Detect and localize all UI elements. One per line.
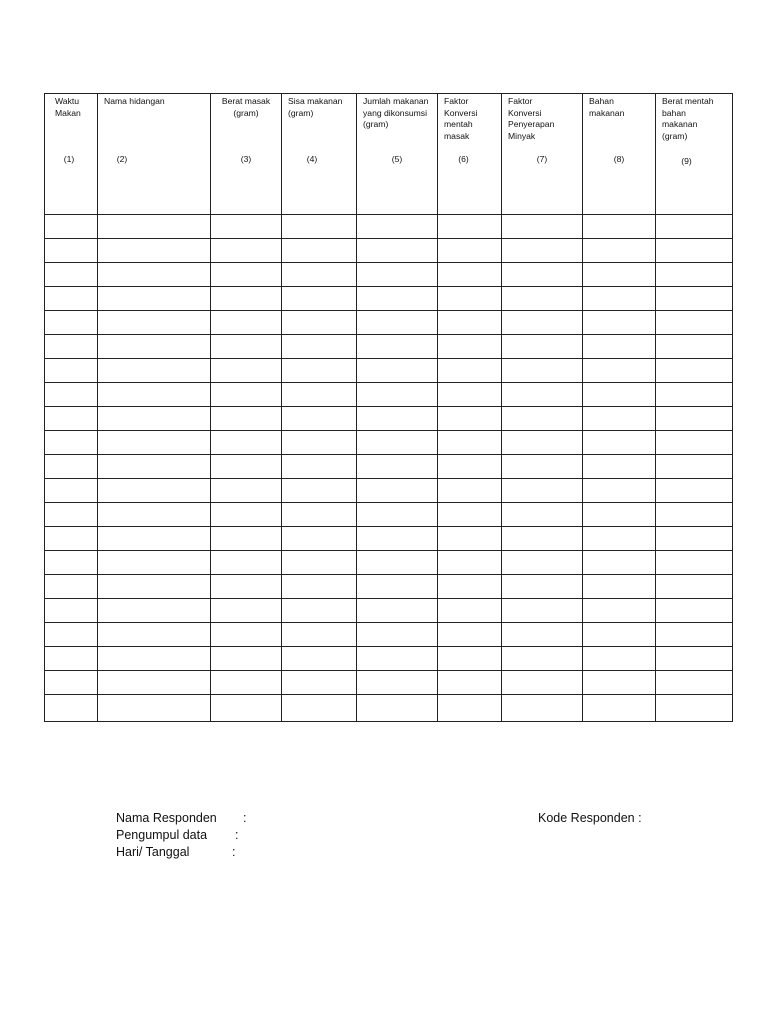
- table-cell[interactable]: [282, 335, 357, 359]
- table-cell[interactable]: [583, 335, 656, 359]
- table-cell[interactable]: [282, 383, 357, 407]
- table-cell[interactable]: [282, 671, 357, 695]
- table-cell[interactable]: [583, 455, 656, 479]
- table-cell[interactable]: [583, 287, 656, 311]
- table-cell[interactable]: [98, 575, 211, 599]
- table-cell[interactable]: [357, 695, 438, 722]
- table-cell[interactable]: [211, 239, 282, 263]
- header-faktor-konversi-minyak: [502, 94, 583, 215]
- table-cell[interactable]: [282, 263, 357, 287]
- header-number: (9): [681, 156, 692, 166]
- table-cell[interactable]: [211, 407, 282, 431]
- table-cell[interactable]: [98, 671, 211, 695]
- table-cell[interactable]: [45, 431, 98, 455]
- table-cell[interactable]: [98, 263, 211, 287]
- table-cell[interactable]: [656, 503, 733, 527]
- table-cell[interactable]: [656, 215, 733, 239]
- table-cell[interactable]: [656, 335, 733, 359]
- table-cell[interactable]: [583, 599, 656, 623]
- table-cell[interactable]: [282, 407, 357, 431]
- table-cell[interactable]: [98, 359, 211, 383]
- header-number: (7): [536, 154, 548, 164]
- table-cell[interactable]: [656, 455, 733, 479]
- table-cell[interactable]: [583, 551, 656, 575]
- table-row: [45, 263, 733, 287]
- table-cell[interactable]: [357, 479, 438, 503]
- header-label: Faktor Konversi Penyerapan Minyak: [508, 96, 555, 141]
- pengumpul-data-label: Pengumpul data: [116, 828, 208, 842]
- table-cell[interactable]: [656, 647, 733, 671]
- table-cell[interactable]: [357, 671, 438, 695]
- table-cell[interactable]: [282, 503, 357, 527]
- table-cell[interactable]: [502, 287, 583, 311]
- table-cell[interactable]: [45, 647, 98, 671]
- table-cell[interactable]: [502, 695, 583, 722]
- table-cell[interactable]: [656, 407, 733, 431]
- table-cell[interactable]: [98, 287, 211, 311]
- table-row: [45, 335, 733, 359]
- table-cell[interactable]: [656, 383, 733, 407]
- table-cell[interactable]: [45, 287, 98, 311]
- table-cell[interactable]: [211, 287, 282, 311]
- table-cell[interactable]: [438, 527, 502, 551]
- table-cell[interactable]: [282, 215, 357, 239]
- table-cell[interactable]: [357, 575, 438, 599]
- table-cell[interactable]: [45, 335, 98, 359]
- table-row: [45, 695, 733, 722]
- table-cell[interactable]: [502, 575, 583, 599]
- table-cell[interactable]: [438, 215, 502, 239]
- table-row: [45, 239, 733, 263]
- header-label: Waktu Makan: [55, 96, 81, 118]
- table-cell[interactable]: [502, 263, 583, 287]
- table-cell[interactable]: [357, 455, 438, 479]
- colon: :: [235, 828, 239, 842]
- table-cell[interactable]: [357, 407, 438, 431]
- colon: :: [243, 811, 247, 825]
- pengumpul-data-line: [116, 827, 356, 844]
- table-cell[interactable]: [583, 215, 656, 239]
- table-cell[interactable]: [211, 527, 282, 551]
- table-cell[interactable]: [502, 311, 583, 335]
- table-cell[interactable]: [357, 335, 438, 359]
- table-cell[interactable]: [438, 671, 502, 695]
- table-row: [45, 575, 733, 599]
- table-cell[interactable]: [282, 287, 357, 311]
- table-cell[interactable]: [502, 671, 583, 695]
- header-number: (8): [613, 154, 625, 164]
- header-number: (5): [391, 154, 403, 164]
- table-cell[interactable]: [211, 263, 282, 287]
- table-row: [45, 455, 733, 479]
- table-cell[interactable]: [502, 407, 583, 431]
- table-cell[interactable]: [211, 671, 282, 695]
- table-cell[interactable]: [45, 407, 98, 431]
- table-cell[interactable]: [502, 239, 583, 263]
- table-cell[interactable]: [211, 335, 282, 359]
- table-cell[interactable]: [656, 527, 733, 551]
- table-cell[interactable]: [45, 503, 98, 527]
- table-cell[interactable]: [211, 575, 282, 599]
- table-cell[interactable]: [583, 671, 656, 695]
- table-cell[interactable]: [438, 239, 502, 263]
- table-cell[interactable]: [282, 647, 357, 671]
- table-cell[interactable]: [98, 479, 211, 503]
- table-cell[interactable]: [583, 479, 656, 503]
- header-label: Berat masak (gram): [221, 96, 271, 118]
- table-cell[interactable]: [98, 647, 211, 671]
- table-cell[interactable]: [211, 431, 282, 455]
- table-row: [45, 551, 733, 575]
- header-faktor-konversi-mentah: [438, 94, 502, 215]
- table-cell[interactable]: [357, 551, 438, 575]
- table-cell[interactable]: [98, 215, 211, 239]
- table-cell[interactable]: [282, 695, 357, 722]
- table-cell[interactable]: [45, 527, 98, 551]
- table-cell[interactable]: [502, 623, 583, 647]
- table-cell[interactable]: [656, 671, 733, 695]
- table-cell[interactable]: [98, 431, 211, 455]
- table-cell[interactable]: [45, 599, 98, 623]
- header-label: Sisa makanan (gram): [288, 96, 343, 118]
- table-cell[interactable]: [583, 695, 656, 722]
- table-cell[interactable]: [583, 239, 656, 263]
- table-cell[interactable]: [438, 575, 502, 599]
- header-number: (3): [240, 154, 252, 164]
- table-cell[interactable]: [282, 311, 357, 335]
- header-number: (2): [116, 154, 128, 164]
- table-cell[interactable]: [282, 479, 357, 503]
- table-cell[interactable]: [438, 335, 502, 359]
- table-cell[interactable]: [357, 599, 438, 623]
- food-recall-table: [44, 93, 733, 722]
- table-row: [45, 647, 733, 671]
- table-cell[interactable]: [98, 407, 211, 431]
- table-cell[interactable]: [656, 599, 733, 623]
- table-cell[interactable]: [656, 359, 733, 383]
- table-cell[interactable]: [45, 311, 98, 335]
- table-cell[interactable]: [656, 479, 733, 503]
- table-cell[interactable]: [282, 431, 357, 455]
- table-cell[interactable]: [583, 431, 656, 455]
- table-cell[interactable]: [357, 263, 438, 287]
- table-cell[interactable]: [45, 671, 98, 695]
- hari-tanggal-label: Hari/ Tanggal: [116, 845, 190, 859]
- table-cell[interactable]: [357, 359, 438, 383]
- table-cell[interactable]: [211, 311, 282, 335]
- table-row: [45, 479, 733, 503]
- table-cell[interactable]: [583, 407, 656, 431]
- table-cell[interactable]: [583, 623, 656, 647]
- table-cell[interactable]: [98, 623, 211, 647]
- table-cell[interactable]: [98, 527, 211, 551]
- table-cell[interactable]: [438, 287, 502, 311]
- table-cell[interactable]: [45, 695, 98, 722]
- table-cell[interactable]: [583, 359, 656, 383]
- table-row: [45, 527, 733, 551]
- table-cell[interactable]: [438, 455, 502, 479]
- table-cell[interactable]: [502, 479, 583, 503]
- table-cell[interactable]: [438, 479, 502, 503]
- table-cell[interactable]: [583, 647, 656, 671]
- table-cell[interactable]: [45, 239, 98, 263]
- table-cell[interactable]: [656, 311, 733, 335]
- table-cell[interactable]: [45, 215, 98, 239]
- table-cell[interactable]: [656, 263, 733, 287]
- header-label: Bahan makanan: [589, 96, 625, 118]
- hari-tanggal-line: [116, 844, 356, 861]
- header-number: (1): [63, 154, 75, 164]
- table-body: [45, 94, 733, 722]
- header-label: Faktor Konversi mentah masak: [444, 96, 478, 141]
- table-cell[interactable]: [438, 431, 502, 455]
- table-cell[interactable]: [45, 359, 98, 383]
- table-cell[interactable]: [282, 599, 357, 623]
- table-cell[interactable]: [502, 359, 583, 383]
- nama-responden-line: [116, 810, 356, 827]
- table-cell[interactable]: [357, 647, 438, 671]
- table-row: [45, 407, 733, 431]
- header-label: Berat mentah bahan makanan (gram): [662, 96, 714, 141]
- table-cell[interactable]: [357, 215, 438, 239]
- table-cell[interactable]: [211, 647, 282, 671]
- table-cell[interactable]: [282, 455, 357, 479]
- table-cell[interactable]: [438, 551, 502, 575]
- table-cell[interactable]: [583, 503, 656, 527]
- table-cell[interactable]: [282, 575, 357, 599]
- header-number: (4): [306, 154, 318, 164]
- table-cell[interactable]: [45, 455, 98, 479]
- table-row: [45, 503, 733, 527]
- table-cell[interactable]: [656, 287, 733, 311]
- table-cell[interactable]: [583, 527, 656, 551]
- table-row: [45, 623, 733, 647]
- table-cell[interactable]: [502, 215, 583, 239]
- table-cell[interactable]: [357, 431, 438, 455]
- table-cell[interactable]: [502, 455, 583, 479]
- header-nama-hidangan: [98, 94, 211, 215]
- table-cell[interactable]: [438, 407, 502, 431]
- table-row: [45, 359, 733, 383]
- table-cell[interactable]: [211, 359, 282, 383]
- table-cell[interactable]: [502, 551, 583, 575]
- table-cell[interactable]: [211, 479, 282, 503]
- table-cell[interactable]: [438, 263, 502, 287]
- table-cell[interactable]: [211, 695, 282, 722]
- table-cell[interactable]: [656, 551, 733, 575]
- table-cell[interactable]: [583, 575, 656, 599]
- table-cell[interactable]: [98, 503, 211, 527]
- table-cell[interactable]: [211, 551, 282, 575]
- nama-responden-label: Nama Responden: [116, 811, 217, 825]
- table-cell[interactable]: [98, 335, 211, 359]
- table-row: [45, 383, 733, 407]
- header-berat-mentah: [656, 94, 733, 215]
- table-cell[interactable]: [282, 359, 357, 383]
- kode-responden-label: Kode Responden :: [538, 811, 642, 825]
- table-cell[interactable]: [583, 383, 656, 407]
- table-row: [45, 287, 733, 311]
- header-sisa-makanan: [282, 94, 357, 215]
- table-cell[interactable]: [357, 503, 438, 527]
- table-cell[interactable]: [438, 383, 502, 407]
- table-cell[interactable]: [45, 383, 98, 407]
- table-cell[interactable]: [438, 647, 502, 671]
- table-cell[interactable]: [502, 599, 583, 623]
- table-cell[interactable]: [282, 239, 357, 263]
- table-cell[interactable]: [357, 287, 438, 311]
- table-cell[interactable]: [438, 599, 502, 623]
- table-cell[interactable]: [438, 503, 502, 527]
- table-cell[interactable]: [438, 359, 502, 383]
- table-cell[interactable]: [357, 311, 438, 335]
- table-cell[interactable]: [282, 527, 357, 551]
- table-cell[interactable]: [357, 383, 438, 407]
- table-row: [45, 431, 733, 455]
- table-cell[interactable]: [583, 311, 656, 335]
- table-cell[interactable]: [211, 503, 282, 527]
- table-cell[interactable]: [98, 695, 211, 722]
- table-cell[interactable]: [98, 239, 211, 263]
- table-row: [45, 671, 733, 695]
- table-cell[interactable]: [656, 695, 733, 722]
- table-cell[interactable]: [45, 263, 98, 287]
- table-cell[interactable]: [45, 575, 98, 599]
- table-cell[interactable]: [282, 551, 357, 575]
- respondent-info: [116, 810, 356, 861]
- table-cell[interactable]: [656, 623, 733, 647]
- table-cell[interactable]: [656, 431, 733, 455]
- table-cell[interactable]: [98, 383, 211, 407]
- table-cell[interactable]: [98, 551, 211, 575]
- table-cell[interactable]: [656, 575, 733, 599]
- table-cell[interactable]: [502, 647, 583, 671]
- table-row: [45, 215, 733, 239]
- table-cell[interactable]: [211, 383, 282, 407]
- table-cell[interactable]: [502, 383, 583, 407]
- table-cell[interactable]: [357, 623, 438, 647]
- header-row: [45, 94, 733, 215]
- table-cell[interactable]: [502, 431, 583, 455]
- table-cell[interactable]: [583, 263, 656, 287]
- table-cell[interactable]: [211, 215, 282, 239]
- header-bahan-makanan: [583, 94, 656, 215]
- table-cell[interactable]: [98, 455, 211, 479]
- table-cell[interactable]: [656, 239, 733, 263]
- table-cell[interactable]: [211, 623, 282, 647]
- table-cell[interactable]: [502, 503, 583, 527]
- table-cell[interactable]: [438, 623, 502, 647]
- table-cell[interactable]: [438, 695, 502, 722]
- table-cell[interactable]: [502, 527, 583, 551]
- table-row: [45, 311, 733, 335]
- kode-responden-block: [538, 810, 642, 827]
- header-number: (6): [458, 154, 469, 164]
- table-cell[interactable]: [502, 335, 583, 359]
- table-cell[interactable]: [357, 527, 438, 551]
- table-row: [45, 599, 733, 623]
- table-cell[interactable]: [211, 455, 282, 479]
- table-cell[interactable]: [45, 479, 98, 503]
- table-cell[interactable]: [438, 311, 502, 335]
- table-cell[interactable]: [45, 623, 98, 647]
- table-cell[interactable]: [211, 599, 282, 623]
- header-label: Nama hidangan: [104, 96, 165, 106]
- table-cell[interactable]: [98, 311, 211, 335]
- table-cell[interactable]: [98, 599, 211, 623]
- colon: :: [232, 845, 236, 859]
- header-label: Jumlah makanan yang dikonsumsi (gram): [363, 96, 429, 129]
- table-cell[interactable]: [45, 551, 98, 575]
- table-cell[interactable]: [357, 239, 438, 263]
- table-cell[interactable]: [282, 623, 357, 647]
